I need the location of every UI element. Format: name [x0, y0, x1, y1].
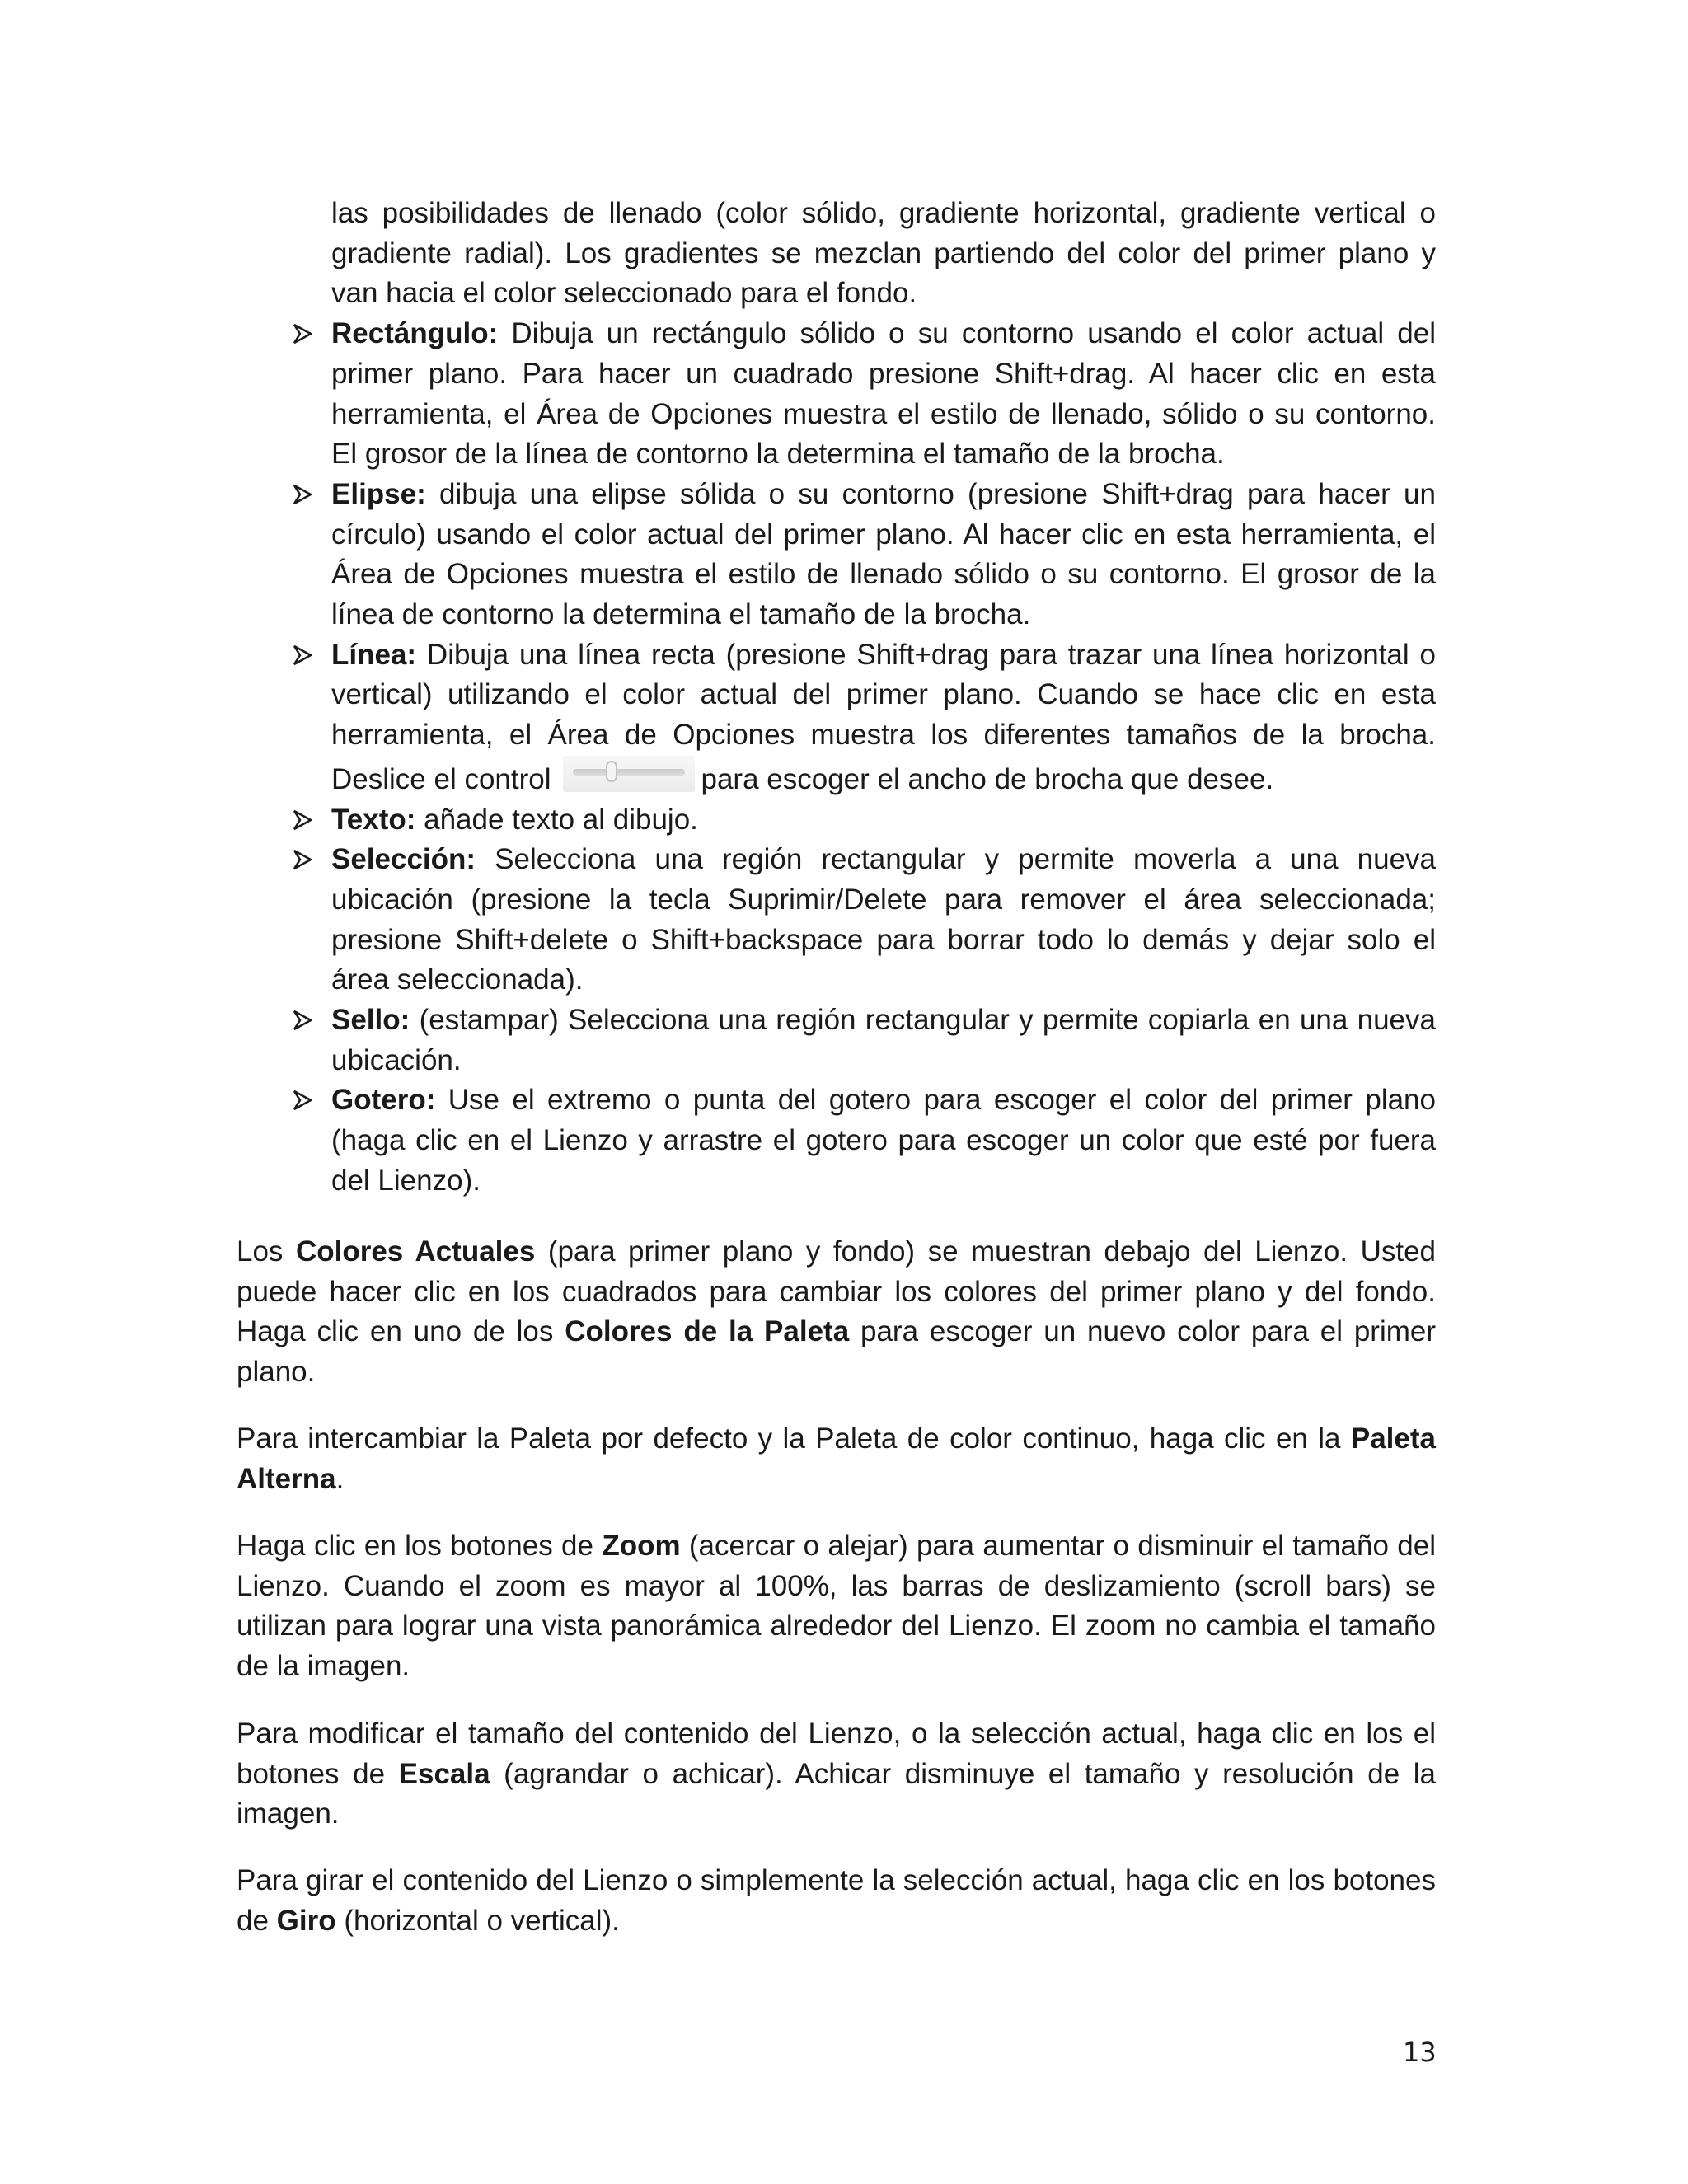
page-number: 13: [1403, 2036, 1437, 2068]
term-linea: Línea:: [331, 638, 417, 671]
term-gotero: Gotero:: [331, 1084, 436, 1117]
bold-paleta-alterna: Paleta Alterna: [237, 1422, 1436, 1495]
text-run: .: [335, 1462, 345, 1495]
text-run: (acercar o alejar) para aumentar o disminuir el tamaño del Lienzo. Cuando el zoom es mayor al 100%, las barras de deslizamiento (scroll bars) se utilizan para lograr una vista panorámica alrededor del Lienzo. El zoom no cambia el tamaño de la imagen.: [237, 1530, 1436, 1683]
text-run: (horizontal o vertical).: [335, 1904, 620, 1937]
list-item-elipse: [237, 475, 1436, 635]
paragraph-zoom: [237, 1526, 1436, 1687]
desc-linea-after: para escoger el ancho de brocha que desee.: [701, 762, 1274, 795]
arrowhead-bullet-icon: [286, 475, 319, 514]
text-run: Para intercambiar la Paleta por defecto y la Paleta de color continuo, haga clic en la: [237, 1422, 1351, 1455]
arrowhead-bullet-icon: [286, 840, 319, 879]
list-item-seleccion: [237, 840, 1436, 1001]
desc-texto: añade texto al dibujo.: [415, 803, 698, 836]
text-run: para escoger un nuevo color para el primer plano.: [237, 1315, 1436, 1389]
arrowhead-bullet-icon: [286, 1001, 319, 1040]
desc-rectangulo: Dibuja un rectángulo sólido o su contorno usando el color actual del primer plano. Para hacer un cuadrado presione Shift+drag. Al hacer clic en esta herramienta, el Área de Opciones muestra el estilo de llenado, sólido o su contorno. El grosor de la línea de contorno la determina el tamaño de la brocha.: [331, 317, 1436, 471]
continuation-text: las posibilidades de llenado (color sólido, gradiente horizontal, gradiente vertical o gradiente radial). Los gradientes se mezclan partiendo del color del primer plano y van hacia el color seleccionado para el fondo.: [331, 197, 1436, 310]
term-seleccion: Selección:: [331, 843, 476, 876]
list-item-rectangulo: [237, 314, 1436, 475]
paragraph-giro: [237, 1861, 1436, 1941]
paragraph-colores-actuales: [237, 1232, 1436, 1393]
desc-seleccion: Selecciona una región rectangular y permite moverla a una nueva ubicación (presione la tecla Suprimir/Delete para remover el área seleccionada; presione Shift+delete o Shift+backspace para borrar todo lo demás y dejar solo el área seleccionada).: [331, 843, 1436, 996]
text-run: (para primer plano y fondo) se muestran debajo del Lienzo. Usted puede hacer clic en los cuadrados para cambiar los colores del primer plano y del fondo. Haga clic en uno de los: [237, 1235, 1437, 1348]
list-item-linea: [237, 635, 1436, 800]
text-run: Para girar el contenido del Lienzo o simplemente la selección actual, haga clic en los botones de: [237, 1864, 1436, 1937]
text-run: Haga clic en los botones de: [237, 1530, 603, 1562]
bold-giro: Giro: [276, 1904, 336, 1937]
list-item-texto: [237, 800, 1436, 841]
bold-zoom: Zoom: [602, 1530, 681, 1562]
bold-escala: Escala: [398, 1757, 490, 1790]
term-texto: Texto:: [331, 803, 416, 836]
text-run: Para modificar el tamaño del contenido del Lienzo, o la selección actual, haga clic en los el botones de: [237, 1718, 1436, 1790]
bold-colores-actuales: Colores Actuales: [295, 1235, 536, 1268]
paragraph-escala: [237, 1714, 1436, 1835]
slider-control-icon: [563, 756, 695, 792]
arrowhead-bullet-icon: [286, 1080, 319, 1120]
text-run: (agrandar o achicar). Achicar disminuye el tamaño y resolución de la imagen.: [237, 1757, 1436, 1830]
term-rectangulo: Rectángulo:: [331, 317, 499, 350]
desc-sello: (estampar) Selecciona una región rectangular y permite copiarla en una nueva ubicación.: [331, 1004, 1436, 1076]
term-elipse: Elipse:: [331, 477, 426, 510]
tool-list: [237, 194, 1436, 1202]
list-item-gotero: [237, 1080, 1436, 1201]
desc-gotero: Use el extremo o punta del gotero para escoger el color del primer plano (haga clic en el Lienzo y arrastre el gotero para escoger un color que esté por fuera del Lienzo).: [331, 1084, 1436, 1197]
list-item-sello: [237, 1001, 1436, 1080]
text-run: Los: [237, 1235, 296, 1268]
desc-linea: Dibuja una línea recta (presione Shift+drag para trazar una línea horizontal o vertical) utilizando el color actual del primer plano. Cuando se hace clic en esta herramienta, el Área de Opciones muestra los diferentes tamaños de la brocha. Deslice el control: [331, 638, 1436, 795]
desc-elipse: dibuja una elipse sólida o su contorno (presione Shift+drag para hacer un círculo) usando el color actual del primer plano. Al hacer clic en esta herramienta, el Área de Opciones muestra el estilo de llenado sólido o su contorno. El grosor de la línea de contorno la determina el tamaño de la brocha.: [331, 477, 1436, 631]
term-sello: Sello:: [331, 1004, 410, 1037]
paragraph-paleta-alterna: [237, 1419, 1436, 1499]
arrowhead-bullet-icon: [286, 635, 319, 675]
arrowhead-bullet-icon: [286, 800, 319, 840]
bold-colores-paleta: Colores de la Paleta: [565, 1315, 850, 1348]
arrowhead-bullet-icon: [286, 314, 319, 354]
